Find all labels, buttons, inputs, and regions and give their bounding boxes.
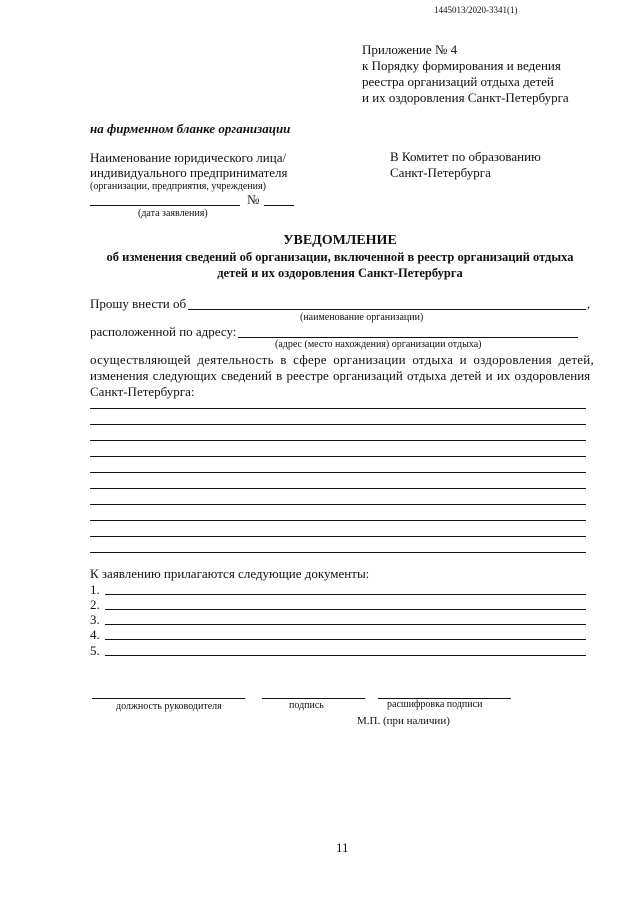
changes-line: [90, 504, 586, 505]
changes-line: [90, 520, 586, 521]
stamp-caption: М.П. (при наличии): [357, 715, 450, 727]
org-name-caption: (наименование организации): [300, 312, 424, 323]
sender-caption: (организации, предприятия, учреждения): [90, 181, 266, 192]
changes-line: [90, 552, 586, 553]
address-line: [238, 337, 578, 338]
changes-line: [90, 472, 586, 473]
changes-line: [90, 408, 586, 409]
signature-caption: подпись: [289, 700, 324, 711]
sender-line-2: индивидуального предпринимателя: [90, 165, 288, 180]
recipient-line-2: Санкт-Петербурга: [390, 165, 491, 180]
attachments-label: К заявлению прилагаются следующие документы:: [90, 566, 370, 581]
request-comma: ,: [587, 296, 591, 311]
document-subtitle-1: об изменения сведений об организации, включенной в реестр организаций отдыха: [106, 250, 574, 264]
address-label: расположенной по адресу:: [90, 324, 237, 339]
attachment-number: 3.: [90, 612, 100, 627]
attachment-line: [105, 639, 586, 640]
changes-line: [90, 488, 586, 489]
page-number: 11: [336, 840, 349, 855]
appendix-line-2: к Порядку формирования и ведения: [362, 58, 561, 73]
letterhead-note: на фирменном бланке организации: [90, 121, 291, 136]
attachment-line: [105, 609, 586, 610]
date-line: [90, 205, 240, 206]
attachment-line: [105, 594, 586, 595]
decoding-caption: расшифровка подписи: [387, 699, 483, 710]
changes-line: [90, 456, 586, 457]
body-paragraph-line-1: осуществляющей деятельность в сфере организации отдыха и оздоровления детей,: [90, 352, 594, 367]
body-paragraph-line-3: Санкт-Петербурга:: [90, 384, 195, 399]
changes-line: [90, 536, 586, 537]
attachment-number: 4.: [90, 627, 100, 642]
sender-line-1: Наименование юридического лица/: [90, 150, 287, 165]
date-caption: (дата заявления): [138, 208, 208, 219]
position-line: [92, 698, 245, 699]
signature-line: [262, 698, 365, 699]
org-name-line: [188, 309, 586, 310]
document-subtitle-2: детей и их оздоровления Санкт-Петербурга: [217, 266, 463, 280]
appendix-line-1: Приложение № 4: [362, 42, 458, 57]
number-sign: №: [247, 192, 260, 207]
attachment-number: 1.: [90, 582, 100, 597]
request-label: Прошу внести об: [90, 296, 187, 311]
recipient-line-1: В Комитет по образованию: [390, 149, 541, 164]
number-line: [264, 205, 294, 206]
attachment-number: 5.: [90, 643, 100, 658]
changes-line: [90, 424, 586, 425]
document-number: 1445013/2020-3341(1): [434, 5, 518, 15]
body-paragraph-line-2: изменения следующих сведений в реестре организаций отдыха детей и их оздоровления: [90, 368, 591, 383]
attachment-line: [105, 655, 586, 656]
appendix-line-4: и их оздоровления Санкт-Петербурга: [362, 90, 569, 105]
appendix-line-3: реестра организаций отдыха детей: [362, 74, 554, 89]
document-title: УВЕДОМЛЕНИЕ: [283, 233, 397, 248]
changes-line: [90, 440, 586, 441]
attachment-line: [105, 624, 586, 625]
attachment-number: 2.: [90, 597, 100, 612]
address-caption: (адрес (место нахождения) организации отдыха): [275, 339, 482, 350]
position-caption: должность руководителя: [116, 701, 222, 712]
